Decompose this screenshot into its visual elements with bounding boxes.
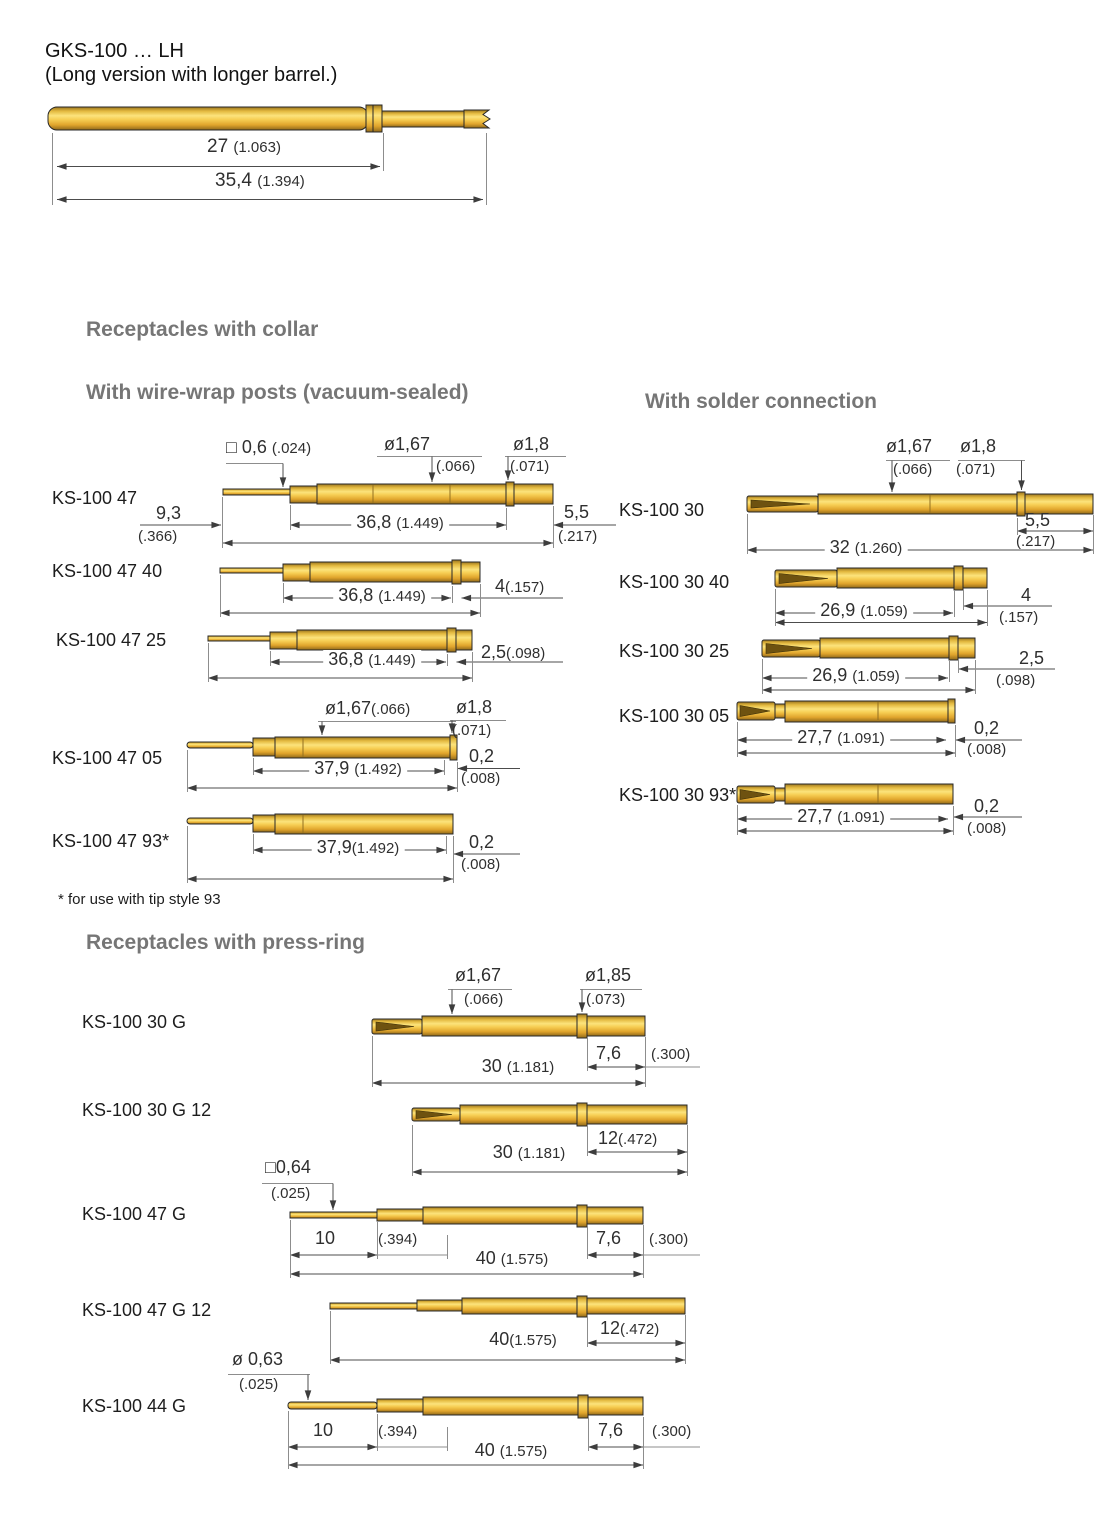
dim-length: 36,8 (1.449) (333, 586, 431, 606)
dim-tail-in: (.157) (999, 609, 1039, 626)
dim-post-in: (.394) (378, 1423, 418, 1440)
dim-diameter-in: (.066) (436, 458, 476, 475)
dim-diameter-in: (.066) (464, 991, 504, 1008)
dim-barrel-length: 27 (1.063) (207, 136, 281, 157)
dim-post: 10 (313, 1420, 334, 1440)
dim-length: 30 (1.181) (492, 1142, 566, 1162)
dim-square-post: □ 0,6 (.024) (226, 437, 312, 457)
dim-tail: 7,6 (596, 1228, 622, 1248)
dim-tail-in: (.300) (651, 1046, 691, 1063)
dim-tail: 12(.472) (598, 1128, 658, 1148)
dim-length: 32 (1.260) (825, 538, 908, 558)
dim-diameter-in: (.071) (510, 458, 550, 475)
dim-post: 10 (315, 1228, 336, 1248)
dim-diameter: ø1,8 (960, 436, 997, 456)
heading-wire-wrap: With wire-wrap posts (vacuum-sealed) (86, 381, 469, 404)
dim-square-post-in: (.025) (271, 1185, 311, 1202)
part-label: KS-100 47 25 (56, 630, 167, 650)
dim-diameter-in: (.071) (452, 722, 492, 739)
dim-tail: 7,6 (598, 1420, 624, 1440)
dim-diameter: ø1,67(.066) (325, 698, 411, 718)
dim-tail: 0,2 (469, 746, 495, 766)
probe-drawing-ks-100-44-g (228, 1375, 700, 1470)
dim-tail: 5,5 (1025, 510, 1051, 530)
dim-tail: 2,5(.098) (481, 642, 546, 662)
dim-length: 36,8 (1.449) (323, 650, 421, 670)
part-label: KS-100 44 G (82, 1396, 187, 1416)
dim-tail: 7,6 (596, 1043, 622, 1063)
dim-length: 27,7 (1.091) (792, 728, 890, 748)
heading-press-ring: Receptacles with press-ring (86, 931, 365, 954)
dim-diameter: ø1,67 (455, 965, 502, 985)
part-label: KS-100 30 05 (619, 706, 730, 726)
dim-tail-in: (.008) (967, 741, 1007, 758)
part-label: KS-100 47 (52, 488, 138, 508)
dim-post-in: (.394) (378, 1231, 418, 1248)
dim-diameter: ø 0,63 (232, 1349, 284, 1369)
dim-length: 40 (1.575) (474, 1440, 548, 1460)
part-label: KS-100 47 93* (52, 831, 170, 851)
dim-length: 37,9 (1.492) (309, 759, 407, 779)
dim-tail-in: (.217) (558, 528, 598, 545)
dim-tail: 0,2 (974, 718, 1000, 738)
dim-tail: 2,5 (1019, 648, 1045, 668)
dim-length: 26,9 (1.059) (807, 666, 905, 686)
dim-diameter: ø1,8 (456, 697, 493, 717)
dim-length: 40(1.575) (489, 1329, 557, 1349)
dim-tail-in: (.300) (649, 1231, 689, 1248)
dim-tail-in: (.008) (461, 856, 501, 873)
dim-diameter-in: (.071) (956, 461, 996, 478)
dim-tail-in: (.098) (996, 672, 1036, 689)
dim-post-in: (.366) (138, 528, 178, 545)
part-label: KS-100 30 93* (619, 785, 737, 805)
dim-square-post: □0,64 (265, 1157, 311, 1177)
dim-diameter-in: (.066) (893, 461, 933, 478)
dim-length: 26,9 (1.059) (815, 601, 913, 621)
dim-tail-in: (.300) (652, 1423, 692, 1440)
dim-length: 27,7 (1.091) (792, 807, 890, 827)
part-label: KS-100 30 25 (619, 641, 730, 661)
dim-post: 9,3 (156, 503, 182, 523)
dim-tail: 4(.157) (495, 576, 545, 596)
dim-length: 40 (1.575) (475, 1248, 549, 1268)
dim-tail: 4 (1021, 585, 1032, 605)
heading-receptacles-collar: Receptacles with collar (86, 318, 319, 341)
footnote: * for use with tip style 93 (58, 891, 221, 908)
page-subtitle: (Long version with longer barrel.) (45, 64, 338, 86)
part-label: KS-100 47 40 (52, 561, 163, 581)
dim-length: 36,8 (1.449) (351, 513, 449, 533)
dim-tail-in: (.008) (967, 820, 1007, 837)
dim-tail: 0,2 (974, 796, 1000, 816)
part-label: KS-100 47 05 (52, 748, 163, 768)
page-title: GKS-100 … LH (45, 40, 184, 62)
part-label: KS-100 30 (619, 500, 705, 520)
part-label: KS-100 47 G 12 (82, 1300, 212, 1320)
part-label: KS-100 30 G 12 (82, 1100, 212, 1120)
dim-diameter: ø1,67 (384, 434, 431, 454)
dim-tail: 12(.472) (600, 1318, 660, 1338)
dim-diameter: ø1,67 (886, 436, 933, 456)
part-label: KS-100 47 G (82, 1204, 187, 1224)
dim-tail-in: (.008) (461, 770, 501, 787)
dim-length: 37,9(1.492) (312, 838, 405, 858)
part-label: KS-100 30 G (82, 1012, 187, 1032)
dim-diameter-in: (.025) (239, 1376, 279, 1393)
dim-length: 30 (1.181) (481, 1056, 555, 1076)
dim-tail: 0,2 (469, 832, 495, 852)
dim-tail-in: (.217) (1016, 533, 1056, 550)
heading-solder: With solder connection (645, 390, 877, 413)
dim-diameter: ø1,85 (585, 965, 632, 985)
dim-total-length: 35,4 (1.394) (215, 170, 305, 191)
part-label: KS-100 30 40 (619, 572, 730, 592)
dim-diameter-in: (.073) (586, 991, 626, 1008)
dim-diameter: ø1,8 (513, 434, 550, 454)
dim-tail: 5,5 (564, 502, 590, 522)
